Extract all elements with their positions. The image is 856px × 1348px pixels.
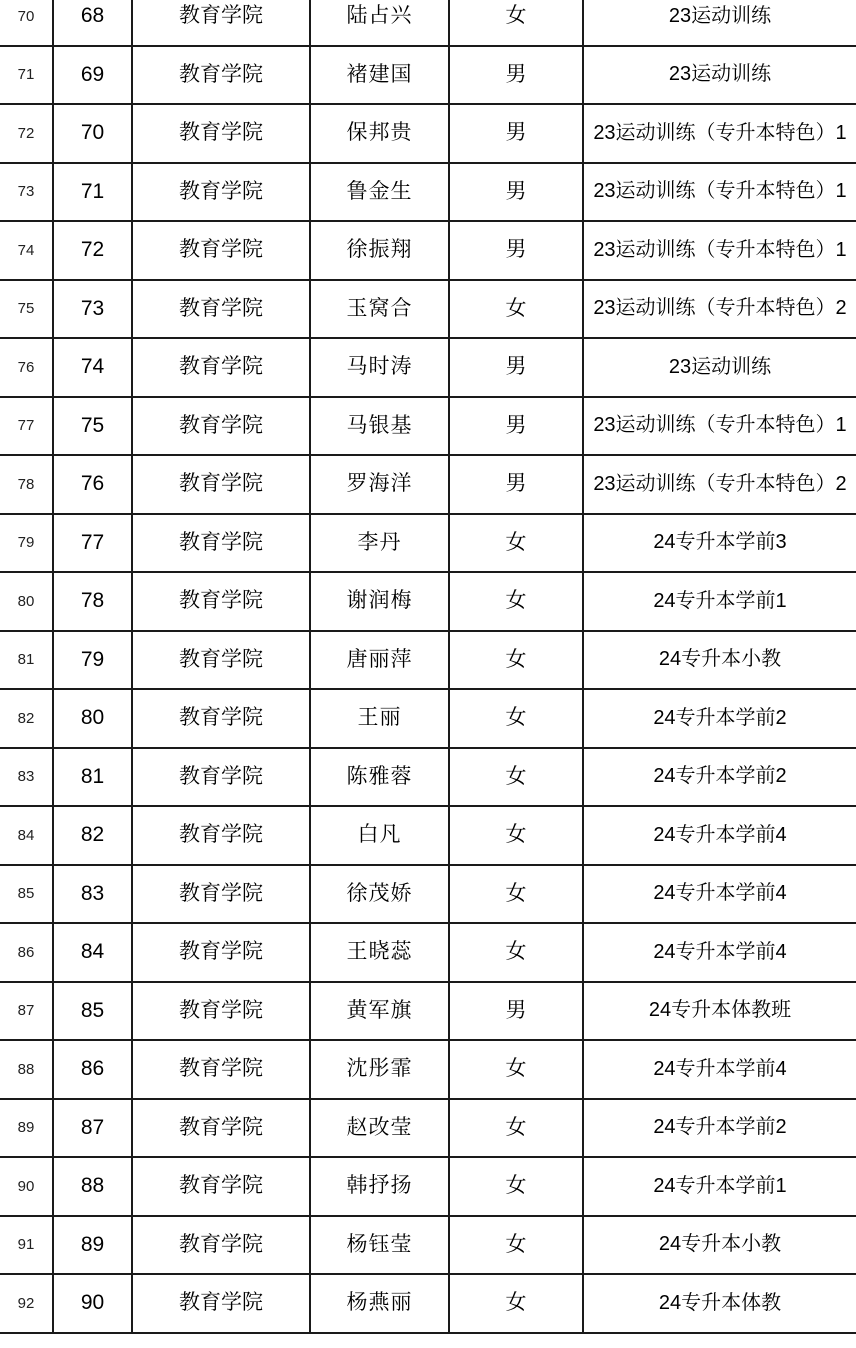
- table-row: [0, 923, 856, 982]
- row-header-cell[interactable]: 84: [0, 806, 53, 865]
- table-row: [0, 1099, 856, 1158]
- cell-sequence[interactable]: 69: [53, 46, 132, 105]
- cell-class[interactable]: 24专升本学前2: [583, 748, 856, 807]
- cell-sequence[interactable]: 77: [53, 514, 132, 573]
- cell-class[interactable]: 23运动训练（专升本特色）1: [583, 104, 856, 163]
- cell-sequence[interactable]: 85: [53, 982, 132, 1041]
- table-row: [0, 748, 856, 807]
- cell-class[interactable]: 24专升本学前3: [583, 514, 856, 573]
- table-row: [0, 865, 856, 924]
- cell-class[interactable]: 24专升本学前4: [583, 923, 856, 982]
- row-header-cell[interactable]: 73: [0, 163, 53, 222]
- cell-gender[interactable]: 男: [449, 455, 583, 514]
- cell-sequence[interactable]: 88: [53, 1157, 132, 1216]
- cell-gender[interactable]: 男: [449, 982, 583, 1041]
- cell-student-name[interactable]: 徐茂娇: [310, 865, 449, 924]
- table-row: [0, 338, 856, 397]
- cell-student-name[interactable]: 马银基: [310, 397, 449, 456]
- cell-student-name[interactable]: 沈彤霏: [310, 1040, 449, 1099]
- cell-class[interactable]: 24专升本学前4: [583, 865, 856, 924]
- table-row: [0, 455, 856, 514]
- table-row: [0, 631, 856, 690]
- cell-class[interactable]: 24专升本学前2: [583, 1099, 856, 1158]
- cell-gender[interactable]: 女: [449, 1157, 583, 1216]
- table-row: [0, 280, 856, 339]
- cell-gender[interactable]: 男: [449, 163, 583, 222]
- table-row: [0, 46, 856, 105]
- row-header-cell[interactable]: 82: [0, 689, 53, 748]
- table-row: [0, 0, 856, 46]
- cell-student-name[interactable]: 玉窝合: [310, 280, 449, 339]
- cell-department[interactable]: 教育学院: [132, 689, 310, 748]
- cell-department[interactable]: 教育学院: [132, 1274, 310, 1333]
- cell-student-name[interactable]: 唐丽萍: [310, 631, 449, 690]
- table-row: [0, 1274, 856, 1333]
- row-header-cell[interactable]: 85: [0, 865, 53, 924]
- cell-student-name[interactable]: 保邦贵: [310, 104, 449, 163]
- table-row: [0, 1040, 856, 1099]
- row-header-cell[interactable]: 78: [0, 455, 53, 514]
- cell-gender[interactable]: 女: [449, 0, 583, 46]
- cell-sequence[interactable]: 79: [53, 631, 132, 690]
- cell-gender[interactable]: 女: [449, 748, 583, 807]
- cell-department[interactable]: 教育学院: [132, 46, 310, 105]
- cell-department[interactable]: 教育学院: [132, 865, 310, 924]
- table-row: [0, 689, 856, 748]
- row-header-cell[interactable]: 77: [0, 397, 53, 456]
- row-header-cell[interactable]: 86: [0, 923, 53, 982]
- cell-class[interactable]: 24专升本小教: [583, 631, 856, 690]
- cell-gender[interactable]: 女: [449, 689, 583, 748]
- cell-gender[interactable]: 女: [449, 923, 583, 982]
- cell-student-name[interactable]: 王晓蕊: [310, 923, 449, 982]
- row-header-cell[interactable]: 76: [0, 338, 53, 397]
- cell-student-name[interactable]: 王丽: [310, 689, 449, 748]
- cell-department[interactable]: 教育学院: [132, 514, 310, 573]
- table-row: [0, 1157, 856, 1216]
- cell-class[interactable]: 23运动训练（专升本特色）1: [583, 221, 856, 280]
- cell-class[interactable]: 23运动训练（专升本特色）1: [583, 163, 856, 222]
- cell-class[interactable]: 24专升本学前4: [583, 1040, 856, 1099]
- row-header-cell[interactable]: 92: [0, 1274, 53, 1333]
- cell-sequence[interactable]: 90: [53, 1274, 132, 1333]
- cell-department[interactable]: 教育学院: [132, 280, 310, 339]
- row-header-cell[interactable]: 80: [0, 572, 53, 631]
- table-row: [0, 1216, 856, 1275]
- cell-student-name[interactable]: 杨钰莹: [310, 1216, 449, 1275]
- cell-gender[interactable]: 女: [449, 1099, 583, 1158]
- cell-sequence[interactable]: 82: [53, 806, 132, 865]
- cell-gender[interactable]: 女: [449, 631, 583, 690]
- cell-student-name[interactable]: 罗海洋: [310, 455, 449, 514]
- row-header-cell[interactable]: 91: [0, 1216, 53, 1275]
- cell-student-name[interactable]: 赵改莹: [310, 1099, 449, 1158]
- cell-gender[interactable]: 女: [449, 806, 583, 865]
- cell-gender[interactable]: 女: [449, 1274, 583, 1333]
- cell-class[interactable]: 24专升本学前2: [583, 689, 856, 748]
- cell-sequence[interactable]: 71: [53, 163, 132, 222]
- cell-department[interactable]: 教育学院: [132, 221, 310, 280]
- cell-gender[interactable]: 女: [449, 572, 583, 631]
- row-header-cell[interactable]: 90: [0, 1157, 53, 1216]
- cell-sequence[interactable]: 81: [53, 748, 132, 807]
- cell-gender[interactable]: 女: [449, 280, 583, 339]
- cell-department[interactable]: 教育学院: [132, 748, 310, 807]
- cell-sequence[interactable]: 78: [53, 572, 132, 631]
- cell-gender[interactable]: 女: [449, 1040, 583, 1099]
- table-row: [0, 572, 856, 631]
- cell-sequence[interactable]: 75: [53, 397, 132, 456]
- row-header-cell[interactable]: 89: [0, 1099, 53, 1158]
- cell-class[interactable]: 24专升本学前1: [583, 1157, 856, 1216]
- cell-sequence[interactable]: 87: [53, 1099, 132, 1158]
- cell-department[interactable]: 教育学院: [132, 1099, 310, 1158]
- table-row: [0, 397, 856, 456]
- cell-class[interactable]: 23运动训练: [583, 338, 856, 397]
- row-header-cell[interactable]: 83: [0, 748, 53, 807]
- table-row: [0, 806, 856, 865]
- cell-student-name[interactable]: 徐振翔: [310, 221, 449, 280]
- cell-student-name[interactable]: 鲁金生: [310, 163, 449, 222]
- cell-sequence[interactable]: 70: [53, 104, 132, 163]
- table-row: [0, 514, 856, 573]
- cell-department[interactable]: 教育学院: [132, 0, 310, 46]
- cell-department[interactable]: 教育学院: [132, 1040, 310, 1099]
- cell-class[interactable]: 23运动训练（专升本特色）2: [583, 280, 856, 339]
- row-header-cell[interactable]: 79: [0, 514, 53, 573]
- cell-department[interactable]: 教育学院: [132, 572, 310, 631]
- cell-sequence[interactable]: 83: [53, 865, 132, 924]
- row-header-cell[interactable]: 70: [0, 0, 53, 46]
- cell-sequence[interactable]: 73: [53, 280, 132, 339]
- cell-sequence[interactable]: 89: [53, 1216, 132, 1275]
- cell-department[interactable]: 教育学院: [132, 982, 310, 1041]
- cell-class[interactable]: 24专升本体教: [583, 1274, 856, 1333]
- cell-department[interactable]: 教育学院: [132, 631, 310, 690]
- cell-department[interactable]: 教育学院: [132, 397, 310, 456]
- cell-department[interactable]: 教育学院: [132, 104, 310, 163]
- row-header-cell[interactable]: 74: [0, 221, 53, 280]
- table-row: [0, 163, 856, 222]
- cell-gender[interactable]: 女: [449, 865, 583, 924]
- cell-class[interactable]: 24专升本学前4: [583, 806, 856, 865]
- table-row: [0, 982, 856, 1041]
- cell-gender[interactable]: 男: [449, 221, 583, 280]
- cell-sequence[interactable]: 74: [53, 338, 132, 397]
- cell-department[interactable]: 教育学院: [132, 806, 310, 865]
- cell-sequence[interactable]: 68: [53, 0, 132, 46]
- cell-student-name[interactable]: 杨燕丽: [310, 1274, 449, 1333]
- table-row: [0, 104, 856, 163]
- cell-student-name[interactable]: 马时涛: [310, 338, 449, 397]
- row-header-cell[interactable]: 81: [0, 631, 53, 690]
- cell-department[interactable]: 教育学院: [132, 923, 310, 982]
- cell-sequence[interactable]: 76: [53, 455, 132, 514]
- cell-sequence[interactable]: 80: [53, 689, 132, 748]
- cell-gender[interactable]: 男: [449, 397, 583, 456]
- cell-department[interactable]: 教育学院: [132, 1157, 310, 1216]
- cell-class[interactable]: 23运动训练（专升本特色）2: [583, 455, 856, 514]
- cell-gender[interactable]: 女: [449, 1216, 583, 1275]
- cell-gender[interactable]: 男: [449, 46, 583, 105]
- cell-class[interactable]: 23运动训练: [583, 46, 856, 105]
- row-header-cell[interactable]: 71: [0, 46, 53, 105]
- cell-sequence[interactable]: 72: [53, 221, 132, 280]
- cell-class[interactable]: 24专升本体教班: [583, 982, 856, 1041]
- cell-student-name[interactable]: 谢润梅: [310, 572, 449, 631]
- cell-department[interactable]: 教育学院: [132, 338, 310, 397]
- table-row: [0, 221, 856, 280]
- cell-department[interactable]: 教育学院: [132, 1216, 310, 1275]
- cell-student-name[interactable]: 黄军旗: [310, 982, 449, 1041]
- cell-student-name[interactable]: 陆占兴: [310, 0, 449, 46]
- cell-gender[interactable]: 女: [449, 514, 583, 573]
- cell-sequence[interactable]: 84: [53, 923, 132, 982]
- cell-class[interactable]: 24专升本小教: [583, 1216, 856, 1275]
- cell-student-name[interactable]: 韩抒扬: [310, 1157, 449, 1216]
- cell-department[interactable]: 教育学院: [132, 163, 310, 222]
- cell-department[interactable]: 教育学院: [132, 455, 310, 514]
- cell-sequence[interactable]: 86: [53, 1040, 132, 1099]
- cell-gender[interactable]: 男: [449, 104, 583, 163]
- cell-student-name[interactable]: 褚建国: [310, 46, 449, 105]
- cell-class[interactable]: 23运动训练（专升本特色）1: [583, 397, 856, 456]
- cell-class[interactable]: 23运动训练: [583, 0, 856, 46]
- row-header-cell[interactable]: 88: [0, 1040, 53, 1099]
- cell-gender[interactable]: 男: [449, 338, 583, 397]
- row-header-cell[interactable]: 87: [0, 982, 53, 1041]
- row-header-cell[interactable]: 72: [0, 104, 53, 163]
- cell-student-name[interactable]: 李丹: [310, 514, 449, 573]
- cell-student-name[interactable]: 陈雅蓉: [310, 748, 449, 807]
- cell-student-name[interactable]: 白凡: [310, 806, 449, 865]
- cell-class[interactable]: 24专升本学前1: [583, 572, 856, 631]
- row-header-cell[interactable]: 75: [0, 280, 53, 339]
